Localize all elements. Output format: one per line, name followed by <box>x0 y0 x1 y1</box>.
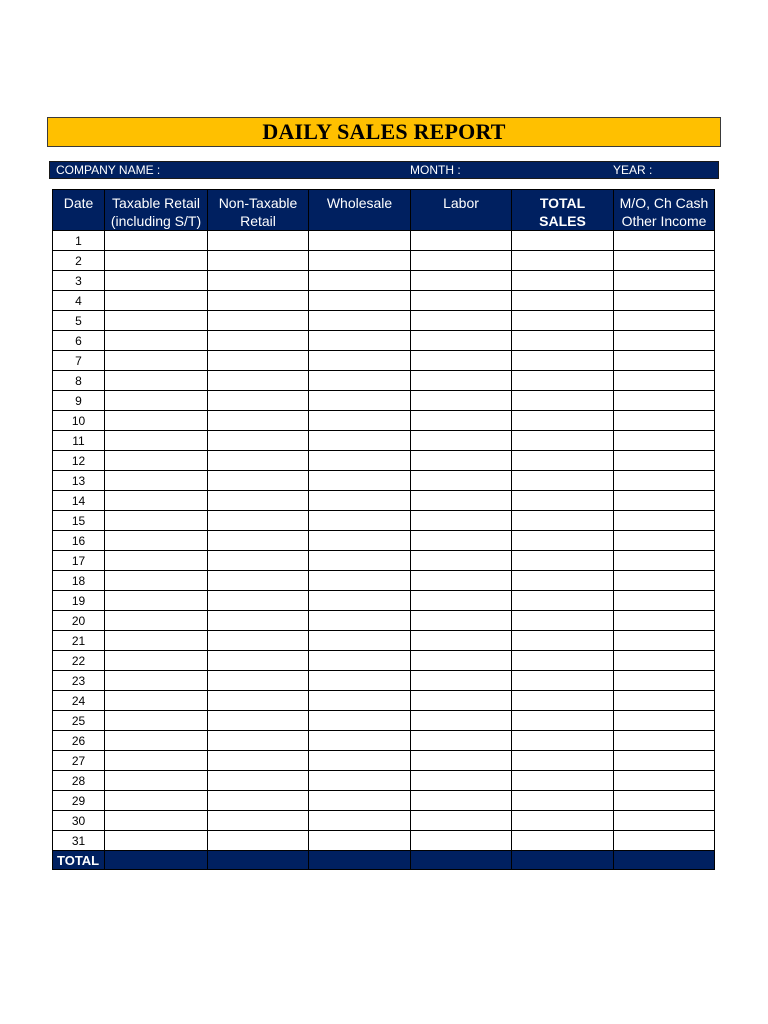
cell-other-income[interactable] <box>614 251 715 271</box>
table-row <box>53 251 715 271</box>
cell-other-income[interactable] <box>614 691 715 711</box>
cell-other-income[interactable] <box>614 551 715 571</box>
total-cell-non-taxable-retail[interactable] <box>208 851 309 870</box>
cell-non-taxable-retail[interactable] <box>208 331 309 351</box>
cell-non-taxable-retail[interactable] <box>208 691 309 711</box>
date-cell: 12 <box>53 451 105 471</box>
cell-wholesale[interactable] <box>309 531 411 551</box>
table-row <box>53 671 715 691</box>
cell-labor[interactable] <box>411 231 512 251</box>
cell-taxable-retail[interactable] <box>105 231 208 251</box>
table-row <box>53 631 715 651</box>
date-cell: 2 <box>53 251 105 271</box>
cell-non-taxable-retail[interactable] <box>208 531 309 551</box>
cell-labor[interactable] <box>411 591 512 611</box>
cell-non-taxable-retail[interactable] <box>208 411 309 431</box>
cell-total-sales[interactable] <box>512 331 614 351</box>
date-cell: 31 <box>53 831 105 851</box>
table-row <box>53 331 715 351</box>
total-cell-taxable-retail[interactable] <box>105 851 208 870</box>
year-label: YEAR : <box>613 163 653 177</box>
date-cell: 20 <box>53 611 105 631</box>
cell-total-sales[interactable] <box>512 751 614 771</box>
cell-taxable-retail[interactable] <box>105 291 208 311</box>
cell-taxable-retail[interactable] <box>105 311 208 331</box>
cell-other-income[interactable] <box>614 271 715 291</box>
sales-table <box>52 189 715 870</box>
cell-taxable-retail[interactable] <box>105 351 208 371</box>
cell-wholesale[interactable] <box>309 571 411 591</box>
cell-total-sales[interactable] <box>512 471 614 491</box>
cell-non-taxable-retail[interactable] <box>208 791 309 811</box>
header-row <box>53 190 715 231</box>
cell-wholesale[interactable] <box>309 651 411 671</box>
cell-non-taxable-retail[interactable] <box>208 571 309 591</box>
cell-labor[interactable] <box>411 571 512 591</box>
cell-other-income[interactable] <box>614 771 715 791</box>
cell-taxable-retail[interactable] <box>105 751 208 771</box>
cell-total-sales[interactable] <box>512 591 614 611</box>
cell-total-sales[interactable] <box>512 251 614 271</box>
cell-other-income[interactable] <box>614 491 715 511</box>
table-row <box>53 411 715 431</box>
date-cell: 7 <box>53 351 105 371</box>
cell-labor[interactable] <box>411 551 512 571</box>
table-row <box>53 751 715 771</box>
header-taxable-retail: Taxable Retail (including S/T) <box>105 190 208 231</box>
cell-taxable-retail[interactable] <box>105 591 208 611</box>
cell-labor[interactable] <box>411 651 512 671</box>
report-title-bar <box>47 117 721 147</box>
date-cell: 18 <box>53 571 105 591</box>
date-cell: 14 <box>53 491 105 511</box>
cell-taxable-retail[interactable] <box>105 631 208 651</box>
table-row <box>53 651 715 671</box>
cell-labor[interactable] <box>411 371 512 391</box>
cell-taxable-retail[interactable] <box>105 371 208 391</box>
total-cell-other-income[interactable] <box>614 851 715 870</box>
table-row <box>53 551 715 571</box>
cell-other-income[interactable] <box>614 371 715 391</box>
cell-labor[interactable] <box>411 391 512 411</box>
table-row <box>53 611 715 631</box>
cell-wholesale[interactable] <box>309 371 411 391</box>
table-row <box>53 351 715 371</box>
cell-non-taxable-retail[interactable] <box>208 511 309 531</box>
cell-wholesale[interactable] <box>309 251 411 271</box>
table-row <box>53 771 715 791</box>
cell-labor[interactable] <box>411 791 512 811</box>
cell-other-income[interactable] <box>614 571 715 591</box>
date-cell: 30 <box>53 811 105 831</box>
date-cell: 5 <box>53 311 105 331</box>
cell-taxable-retail[interactable] <box>105 711 208 731</box>
cell-taxable-retail[interactable] <box>105 731 208 751</box>
cell-other-income[interactable] <box>614 631 715 651</box>
cell-other-income[interactable] <box>614 651 715 671</box>
cell-non-taxable-retail[interactable] <box>208 391 309 411</box>
table-row <box>53 291 715 311</box>
cell-total-sales[interactable] <box>512 571 614 591</box>
cell-non-taxable-retail[interactable] <box>208 451 309 471</box>
cell-labor[interactable] <box>411 691 512 711</box>
cell-total-sales[interactable] <box>512 351 614 371</box>
cell-non-taxable-retail[interactable] <box>208 771 309 791</box>
cell-total-sales[interactable] <box>512 791 614 811</box>
cell-labor[interactable] <box>411 331 512 351</box>
month-label: MONTH : <box>410 163 461 177</box>
cell-taxable-retail[interactable] <box>105 691 208 711</box>
company-info-bar <box>49 161 719 179</box>
cell-other-income[interactable] <box>614 791 715 811</box>
cell-other-income[interactable] <box>614 731 715 751</box>
table-row <box>53 431 715 451</box>
cell-taxable-retail[interactable] <box>105 251 208 271</box>
cell-total-sales[interactable] <box>512 291 614 311</box>
cell-non-taxable-retail[interactable] <box>208 631 309 651</box>
cell-other-income[interactable] <box>614 351 715 371</box>
table-row <box>53 531 715 551</box>
date-cell: 24 <box>53 691 105 711</box>
cell-taxable-retail[interactable] <box>105 551 208 571</box>
cell-wholesale[interactable] <box>309 711 411 731</box>
cell-total-sales[interactable] <box>512 671 614 691</box>
cell-non-taxable-retail[interactable] <box>208 471 309 491</box>
header-other-income: M/O, Ch Cash Other Income <box>614 190 715 231</box>
cell-total-sales[interactable] <box>512 551 614 571</box>
cell-other-income[interactable] <box>614 751 715 771</box>
report-title: DAILY SALES REPORT <box>262 119 506 144</box>
date-cell: 16 <box>53 531 105 551</box>
table-row <box>53 491 715 511</box>
cell-other-income[interactable] <box>614 531 715 551</box>
cell-other-income[interactable] <box>614 311 715 331</box>
cell-wholesale[interactable] <box>309 511 411 531</box>
cell-total-sales[interactable] <box>512 311 614 331</box>
date-cell: 25 <box>53 711 105 731</box>
cell-labor[interactable] <box>411 471 512 491</box>
cell-taxable-retail[interactable] <box>105 431 208 451</box>
cell-non-taxable-retail[interactable] <box>208 831 309 851</box>
cell-wholesale[interactable] <box>309 431 411 451</box>
cell-labor[interactable] <box>411 731 512 751</box>
cell-taxable-retail[interactable] <box>105 651 208 671</box>
cell-other-income[interactable] <box>614 831 715 851</box>
date-cell: 27 <box>53 751 105 771</box>
cell-taxable-retail[interactable] <box>105 531 208 551</box>
date-cell: 6 <box>53 331 105 351</box>
table-row <box>53 471 715 491</box>
table-row <box>53 791 715 811</box>
cell-non-taxable-retail[interactable] <box>208 731 309 751</box>
cell-taxable-retail[interactable] <box>105 491 208 511</box>
cell-non-taxable-retail[interactable] <box>208 271 309 291</box>
company-name-label: COMPANY NAME : <box>56 163 161 177</box>
cell-wholesale[interactable] <box>309 771 411 791</box>
cell-total-sales[interactable] <box>512 371 614 391</box>
cell-non-taxable-retail[interactable] <box>208 811 309 831</box>
total-cell-total-sales[interactable] <box>512 851 614 870</box>
cell-other-income[interactable] <box>614 231 715 251</box>
cell-total-sales[interactable] <box>512 651 614 671</box>
cell-labor[interactable] <box>411 311 512 331</box>
cell-non-taxable-retail[interactable] <box>208 311 309 331</box>
cell-non-taxable-retail[interactable] <box>208 371 309 391</box>
date-cell: 21 <box>53 631 105 651</box>
cell-wholesale[interactable] <box>309 411 411 431</box>
cell-taxable-retail[interactable] <box>105 451 208 471</box>
cell-other-income[interactable] <box>614 391 715 411</box>
cell-wholesale[interactable] <box>309 491 411 511</box>
table-row <box>53 831 715 851</box>
cell-wholesale[interactable] <box>309 791 411 811</box>
date-cell: 23 <box>53 671 105 691</box>
cell-wholesale[interactable] <box>309 631 411 651</box>
cell-taxable-retail[interactable] <box>105 271 208 291</box>
header-total-sales: TOTAL SALES <box>512 190 614 231</box>
cell-other-income[interactable] <box>614 671 715 691</box>
header-date: Date <box>53 190 105 231</box>
date-cell: 13 <box>53 471 105 491</box>
cell-labor[interactable] <box>411 771 512 791</box>
cell-total-sales[interactable] <box>512 731 614 751</box>
header-non-taxable-retail: Non-Taxable Retail <box>208 190 309 231</box>
cell-wholesale[interactable] <box>309 471 411 491</box>
cell-non-taxable-retail[interactable] <box>208 431 309 451</box>
cell-wholesale[interactable] <box>309 731 411 751</box>
cell-labor[interactable] <box>411 831 512 851</box>
cell-labor[interactable] <box>411 431 512 451</box>
cell-labor[interactable] <box>411 511 512 531</box>
cell-other-income[interactable] <box>614 331 715 351</box>
cell-wholesale[interactable] <box>309 391 411 411</box>
cell-wholesale[interactable] <box>309 691 411 711</box>
table-row <box>53 811 715 831</box>
cell-labor[interactable] <box>411 811 512 831</box>
cell-taxable-retail[interactable] <box>105 811 208 831</box>
cell-wholesale[interactable] <box>309 291 411 311</box>
cell-other-income[interactable] <box>614 511 715 531</box>
cell-total-sales[interactable] <box>512 631 614 651</box>
cell-wholesale[interactable] <box>309 591 411 611</box>
cell-taxable-retail[interactable] <box>105 391 208 411</box>
cell-labor[interactable] <box>411 711 512 731</box>
total-label: TOTAL <box>53 851 105 870</box>
cell-wholesale[interactable] <box>309 611 411 631</box>
cell-labor[interactable] <box>411 631 512 651</box>
table-row <box>53 731 715 751</box>
cell-total-sales[interactable] <box>512 391 614 411</box>
cell-total-sales[interactable] <box>512 711 614 731</box>
cell-labor[interactable] <box>411 491 512 511</box>
cell-non-taxable-retail[interactable] <box>208 291 309 311</box>
date-cell: 15 <box>53 511 105 531</box>
cell-wholesale[interactable] <box>309 551 411 571</box>
cell-taxable-retail[interactable] <box>105 791 208 811</box>
date-cell: 1 <box>53 231 105 251</box>
table-row <box>53 691 715 711</box>
cell-other-income[interactable] <box>614 591 715 611</box>
date-cell: 29 <box>53 791 105 811</box>
cell-labor[interactable] <box>411 611 512 631</box>
date-cell: 3 <box>53 271 105 291</box>
cell-total-sales[interactable] <box>512 411 614 431</box>
cell-total-sales[interactable] <box>512 511 614 531</box>
cell-taxable-retail[interactable] <box>105 671 208 691</box>
cell-other-income[interactable] <box>614 611 715 631</box>
cell-taxable-retail[interactable] <box>105 331 208 351</box>
total-row <box>53 851 715 870</box>
cell-total-sales[interactable] <box>512 611 614 631</box>
cell-total-sales[interactable] <box>512 531 614 551</box>
header-wholesale: Wholesale <box>309 190 411 231</box>
date-cell: 19 <box>53 591 105 611</box>
header-labor: Labor <box>411 190 512 231</box>
cell-wholesale[interactable] <box>309 271 411 291</box>
cell-other-income[interactable] <box>614 431 715 451</box>
table-row <box>53 711 715 731</box>
cell-taxable-retail[interactable] <box>105 571 208 591</box>
cell-other-income[interactable] <box>614 411 715 431</box>
date-cell: 8 <box>53 371 105 391</box>
cell-labor[interactable] <box>411 411 512 431</box>
cell-total-sales[interactable] <box>512 811 614 831</box>
date-cell: 11 <box>53 431 105 451</box>
cell-labor[interactable] <box>411 271 512 291</box>
cell-total-sales[interactable] <box>512 771 614 791</box>
cell-total-sales[interactable] <box>512 231 614 251</box>
table-row <box>53 391 715 411</box>
cell-non-taxable-retail[interactable] <box>208 491 309 511</box>
cell-taxable-retail[interactable] <box>105 611 208 631</box>
date-cell: 4 <box>53 291 105 311</box>
cell-total-sales[interactable] <box>512 831 614 851</box>
cell-total-sales[interactable] <box>512 451 614 471</box>
cell-taxable-retail[interactable] <box>105 411 208 431</box>
cell-taxable-retail[interactable] <box>105 511 208 531</box>
cell-wholesale[interactable] <box>309 311 411 331</box>
table-row <box>53 451 715 471</box>
date-cell: 28 <box>53 771 105 791</box>
cell-other-income[interactable] <box>614 711 715 731</box>
cell-labor[interactable] <box>411 671 512 691</box>
cell-labor[interactable] <box>411 291 512 311</box>
cell-wholesale[interactable] <box>309 811 411 831</box>
cell-other-income[interactable] <box>614 471 715 491</box>
table-row <box>53 371 715 391</box>
table-row <box>53 511 715 531</box>
cell-labor[interactable] <box>411 351 512 371</box>
cell-non-taxable-retail[interactable] <box>208 351 309 371</box>
cell-taxable-retail[interactable] <box>105 771 208 791</box>
cell-non-taxable-retail[interactable] <box>208 671 309 691</box>
total-cell-wholesale[interactable] <box>309 851 411 870</box>
cell-wholesale[interactable] <box>309 351 411 371</box>
cell-wholesale[interactable] <box>309 331 411 351</box>
cell-total-sales[interactable] <box>512 271 614 291</box>
date-cell: 17 <box>53 551 105 571</box>
cell-taxable-retail[interactable] <box>105 831 208 851</box>
table-row <box>53 571 715 591</box>
cell-total-sales[interactable] <box>512 431 614 451</box>
cell-other-income[interactable] <box>614 811 715 831</box>
date-cell: 26 <box>53 731 105 751</box>
cell-labor[interactable] <box>411 251 512 271</box>
cell-wholesale[interactable] <box>309 751 411 771</box>
cell-non-taxable-retail[interactable] <box>208 591 309 611</box>
cell-non-taxable-retail[interactable] <box>208 611 309 631</box>
cell-wholesale[interactable] <box>309 451 411 471</box>
table-row <box>53 591 715 611</box>
cell-non-taxable-retail[interactable] <box>208 251 309 271</box>
table-row <box>53 311 715 331</box>
cell-other-income[interactable] <box>614 451 715 471</box>
cell-non-taxable-retail[interactable] <box>208 551 309 571</box>
cell-non-taxable-retail[interactable] <box>208 651 309 671</box>
table-row <box>53 271 715 291</box>
cell-total-sales[interactable] <box>512 691 614 711</box>
cell-other-income[interactable] <box>614 291 715 311</box>
cell-non-taxable-retail[interactable] <box>208 711 309 731</box>
date-cell: 10 <box>53 411 105 431</box>
cell-total-sales[interactable] <box>512 491 614 511</box>
cell-labor[interactable] <box>411 451 512 471</box>
cell-labor[interactable] <box>411 751 512 771</box>
cell-wholesale[interactable] <box>309 831 411 851</box>
cell-wholesale[interactable] <box>309 671 411 691</box>
cell-taxable-retail[interactable] <box>105 471 208 491</box>
total-cell-labor[interactable] <box>411 851 512 870</box>
date-cell: 9 <box>53 391 105 411</box>
date-cell: 22 <box>53 651 105 671</box>
cell-labor[interactable] <box>411 531 512 551</box>
table-row <box>53 231 715 251</box>
cell-non-taxable-retail[interactable] <box>208 751 309 771</box>
cell-wholesale[interactable] <box>309 231 411 251</box>
cell-non-taxable-retail[interactable] <box>208 231 309 251</box>
